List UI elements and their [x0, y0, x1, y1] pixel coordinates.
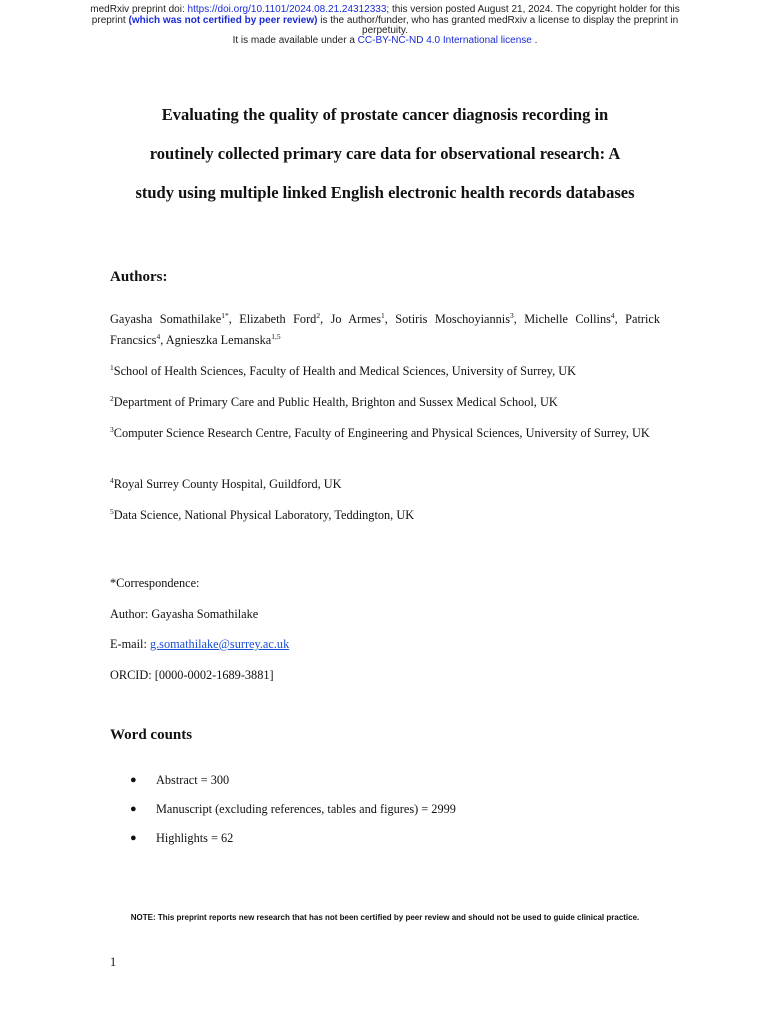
- bullet-icon: ●: [130, 832, 137, 844]
- affiliation-number: 1: [110, 363, 114, 372]
- license-prefix: It is made available under a: [232, 35, 358, 46]
- paper-title: [100, 95, 670, 212]
- bullet-icon: ●: [130, 803, 137, 815]
- page-number: 1: [110, 955, 117, 969]
- correspondence-email: [110, 634, 660, 655]
- author-affiliation-sup: 3: [509, 311, 514, 320]
- affiliation-text: Department of Primary Care and Public Health, Brighton and Sussex Medical School, UK: [113, 395, 558, 409]
- peer-review-disclaimer: NOTE: This preprint reports new research that has not been certified by peer review and should not be used to guide clinical practice.: [130, 913, 640, 922]
- word-count-text: Abstract = 300: [156, 773, 230, 787]
- email-label: E-mail:: [110, 637, 150, 651]
- email-link[interactable]: g.somathilake@surrey.ac.uk: [149, 637, 290, 651]
- preprint-header-line-1: [0, 4, 770, 15]
- authors-heading: Authors:: [110, 269, 168, 285]
- affiliation-text: Royal Surrey County Hospital, Guildford, UK: [113, 477, 342, 491]
- affiliation-2: [110, 392, 660, 413]
- correspondence-label: *Correspondence:: [110, 576, 200, 590]
- author-name: Sotiris Moschoyiannis: [395, 312, 510, 326]
- affiliation-3: [110, 423, 660, 444]
- license-grant-text: is the author/funder, who has granted medRxiv a license to display the preprint in: [317, 15, 679, 26]
- author-name: Patrick Francsics: [110, 312, 660, 347]
- word-counts-heading: Word counts: [110, 727, 193, 743]
- word-count-text: Highlights = 62: [156, 831, 234, 845]
- author-name: Gayasha Somathilake: [110, 312, 222, 326]
- affiliation-text: Data Science, National Physical Laboratory, Teddington, UK: [113, 508, 415, 522]
- affiliation-5: [110, 505, 660, 526]
- affiliation-number: 4: [110, 476, 114, 485]
- word-count-text: Manuscript (excluding references, tables and figures) = 2999: [156, 802, 456, 816]
- author-list: Gayasha Somathilake$^{1*}$, Elizabeth Ford$^2$, Jo Armes$^1$, Sotiris Moschoyiannis$^3$, Michelle Collins$^4$, Patrick Francsics$^4$, Agnieszka Lemanska$^{1,5}$: [110, 311, 660, 347]
- correspondence-author: Author: Gayasha Somathilake: [110, 607, 259, 621]
- license-suffix: .: [531, 35, 538, 46]
- posted-date-text: ; this version posted August 21, 2024. The copyright holder for this: [386, 4, 680, 15]
- affiliation-number: 5: [110, 507, 114, 516]
- license-link[interactable]: CC-BY-NC-ND 4.0 International license: [357, 35, 532, 46]
- author-name: Elizabeth Ford: [239, 312, 317, 326]
- author-name: Michelle Collins: [524, 312, 611, 326]
- bullet-icon: ●: [130, 774, 137, 786]
- title-line-3: study using multiple linked English electronic health records databases: [135, 183, 635, 202]
- author-affiliation-sup: 4: [156, 332, 161, 341]
- doi-prefix: medRxiv preprint doi:: [90, 4, 188, 15]
- author-name: Jo Armes: [330, 312, 382, 326]
- preprint-header-line-4: [0, 35, 770, 46]
- preprint-header-line-3: perpetuity.: [362, 25, 408, 36]
- correspondence-orcid: ORCID: [0000-0002-1689-3881]: [110, 668, 274, 682]
- author-affiliation-sup: 2: [316, 311, 321, 320]
- author-affiliation-sup: 4: [610, 311, 615, 320]
- author-affiliation-sup: 1*: [221, 311, 229, 320]
- author-affiliation-sup: 1,5: [271, 332, 281, 341]
- preprint-label: preprint: [91, 15, 129, 26]
- title-line-2: routinely collected primary care data for observational research: A: [149, 144, 621, 163]
- affiliation-1: [110, 361, 660, 382]
- affiliation-number: 2: [110, 394, 114, 403]
- author-affiliation-sup: 1: [381, 311, 385, 320]
- affiliation-4: [110, 474, 660, 495]
- peer-review-note: (which was not certified by peer review): [128, 15, 318, 26]
- author-name: Agnieszka Lemanska: [165, 333, 272, 347]
- title-line-1: Evaluating the quality of prostate cancer diagnosis recording in: [161, 105, 609, 124]
- doi-link[interactable]: https://doi.org/10.1101/2024.08.21.24312333: [187, 4, 387, 15]
- affiliation-text: Computer Science Research Centre, Faculty of Engineering and Physical Sciences, University of Surrey, UK: [113, 426, 650, 440]
- affiliation-number: 3: [110, 425, 114, 434]
- affiliation-text: School of Health Sciences, Faculty of Health and Medical Sciences, University of Surrey, UK: [113, 364, 577, 378]
